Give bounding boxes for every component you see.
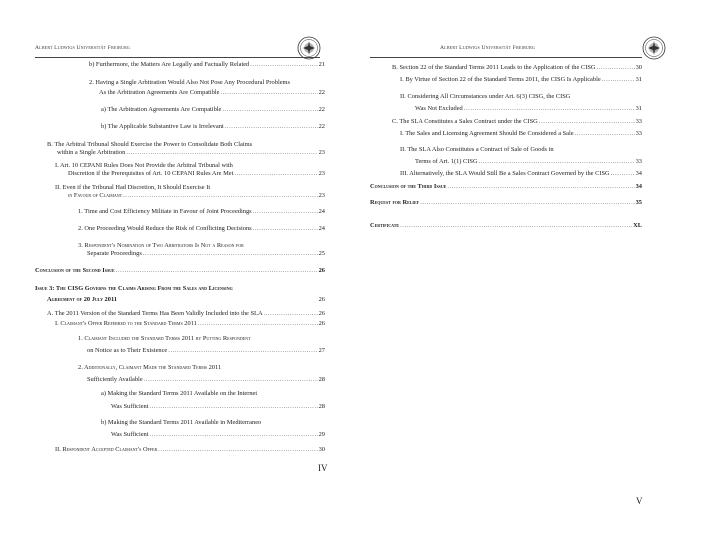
toc-entry: B. Section 22 of the Standard Terms 2011 Leads to the Application of the CISG ..... 30 bbox=[392, 64, 642, 71]
page-header: Albert Ludwigs Universität Freiburg bbox=[440, 45, 536, 51]
toc-entry: II. Even if the Tribunal Had Discretion, It Should Exercise It bbox=[55, 184, 211, 191]
toc-entry: within a Single Arbitration ..... 23 bbox=[57, 149, 325, 156]
toc-entry: 1. Claimant Included the Standard Terms 2011 by Putting Respondent bbox=[78, 335, 251, 342]
toc-entry: I. The Sales and Licensing Agreement Should Be Considered a Sale ..... 33 bbox=[400, 130, 642, 137]
toc-entry: Was Sufficient ..... 28 bbox=[111, 403, 325, 410]
page-number: V bbox=[636, 496, 643, 506]
toc-entry: C. The SLA Constitutes a Sales Contract under the CISG ..... 33 bbox=[392, 118, 642, 125]
toc-page-right bbox=[370, 42, 670, 506]
toc-entry: Request for Relief ..... 35 bbox=[370, 199, 642, 206]
toc-entry: B. The Arbitral Tribunal Should Exercise the Power to Consolidate Both Claims bbox=[47, 141, 253, 148]
toc-entry: a) Making the Standard Terms 2011 Available on the Internet bbox=[101, 390, 258, 397]
toc-page-left bbox=[35, 42, 335, 482]
toc-entry: II. Considering All Circumstances under Art. 6(3) CISG, the CISG bbox=[400, 93, 571, 100]
toc-entry: II. Respondent Accepted Claimant's Offer ..... 30 bbox=[55, 446, 325, 453]
toc-entries bbox=[35, 42, 335, 482]
toc-entry: on Notice as to Their Existence ..... 27 bbox=[87, 347, 325, 354]
toc-entry: Issue 3: The CISG Governs the Claims Arising From the Sales and Licensing bbox=[35, 285, 233, 292]
toc-entry: 2. One Proceeding Would Reduce the Risk of Conflicting Decisions ..... 24 bbox=[78, 225, 325, 232]
toc-entry: I. Art. 10 CEPANI Rules Does Not Provide the Arbitral Tribunal with bbox=[55, 162, 233, 169]
toc-entries bbox=[370, 42, 670, 482]
toc-entry: Agreement of 20 July 2011 26 bbox=[47, 296, 325, 303]
toc-entry: I. Claimant's Offer Referred to the Standard Terms 2011 ..... 26 bbox=[55, 320, 325, 327]
toc-entry: A. The 2011 Version of the Standard Terms Has Been Validly Included into the SLA ..... 26 bbox=[47, 310, 325, 317]
toc-entry: b) Making the Standard Terms 2011 Available in Mediterraneo bbox=[101, 419, 262, 426]
page-number: IV bbox=[318, 463, 328, 473]
toc-entry: Separate Proceedings ..... 25 bbox=[87, 250, 325, 257]
toc-entry: b) The Applicable Substantive Law is Irrelevant ..... 22 bbox=[101, 123, 325, 130]
toc-entry: 2. Additionally, Claimant Made the Standard Terms 2011 bbox=[78, 364, 222, 371]
toc-entry: Certificate ..... XL bbox=[370, 222, 642, 229]
toc-entry: II. The SLA Also Constitutes a Contract of Sale of Goods in bbox=[400, 146, 554, 153]
toc-entry: Sufficiently Available ..... 28 bbox=[87, 376, 325, 383]
toc-entry: b) Furthermore, the Matters Are Legally and Factually Related ..... 21 bbox=[89, 61, 325, 68]
toc-entry: a) The Arbitration Agreements Are Compatible ..... 22 bbox=[101, 106, 325, 113]
toc-entry: 1. Time and Cost Efficiency Militate in Favour of Joint Proceedings ..... 24 bbox=[78, 208, 325, 215]
toc-entry: Conclusion of the Third Issue ..... 34 bbox=[370, 183, 642, 190]
toc-entry: Terms of Art. 1(1) CISG ..... 33 bbox=[415, 158, 642, 165]
toc-entry: 2. Having a Single Arbitration Would Also Not Pose Any Procedural Problems bbox=[89, 79, 291, 86]
toc-entry: Conclusion of the Second Issue ..... 26 bbox=[35, 267, 325, 274]
page-header: Albert Ludwigs Universität Freiburg bbox=[35, 45, 131, 51]
toc-entry: in Favour of Claimant ..... 23 bbox=[68, 192, 325, 199]
toc-entry: Was Not Excluded ..... 31 bbox=[415, 105, 642, 112]
toc-entry: 3. Respondent's Nomination of Two Arbitrators Is Not a Reason for bbox=[78, 242, 244, 249]
toc-entry: I. By Virtue of Section 22 of the Standard Terms 2011, the CISG Is Applicable ..... 31 bbox=[400, 76, 642, 83]
toc-entry: Discretion if the Prerequisites of Art. 10 CEPANI Rules Are Met ..... 23 bbox=[68, 170, 325, 177]
toc-entry: III. Alternatively, the SLA Would Still Be a Sales Contract Governed by the CISG ..... 34 bbox=[400, 170, 642, 177]
toc-entry: Was Sufficient ..... 29 bbox=[111, 431, 325, 438]
toc-entry: As the Arbitration Agreements Are Compatible ..... 22 bbox=[99, 89, 325, 96]
